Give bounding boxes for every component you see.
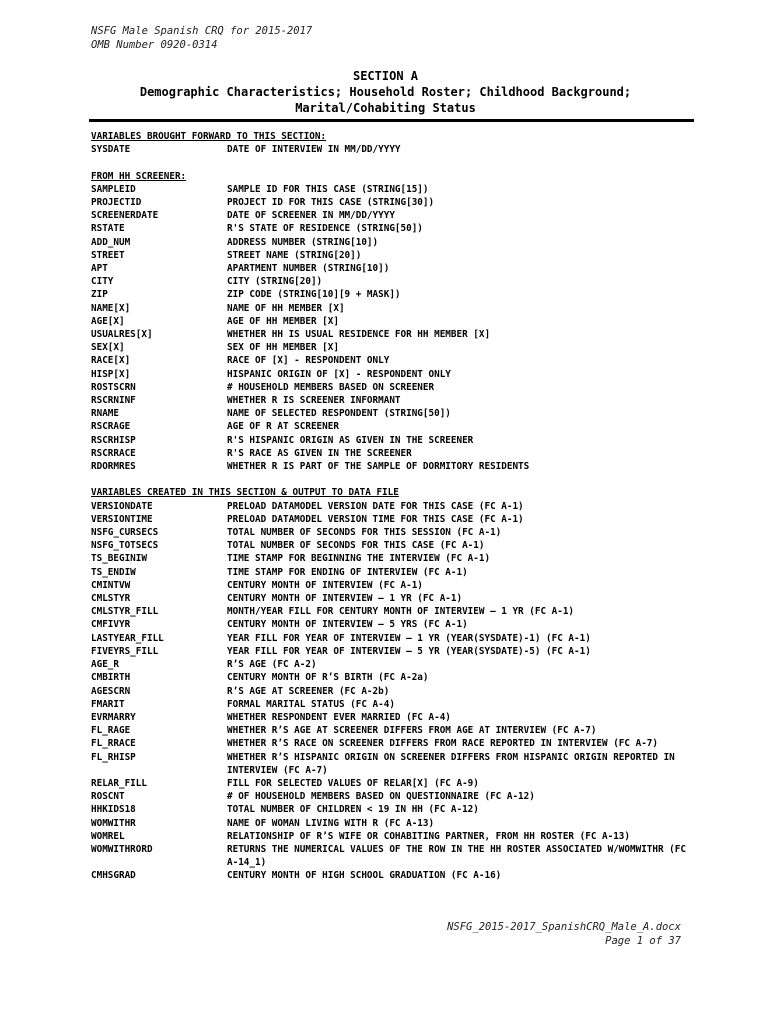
variable-description: WHETHER R’S RACE ON SCREENER DIFFERS FROM RACE REPORTED IN INTERVIEW (FC A-7) [227,738,658,750]
variable-description: DATE OF SCREENER IN MM/DD/YYYY [227,210,395,222]
variable-row [91,817,691,830]
variable-name: FMARIT [91,698,125,710]
variable-name: RSCRHISP [91,434,136,446]
variable-row [91,315,691,328]
variable-group [91,130,691,156]
variable-description: R'S RACE AS GIVEN IN THE SCREENER [227,447,412,459]
variable-name: CMHSGRAD [91,870,136,882]
variable-name: AGESCRN [91,685,131,697]
page-header [91,24,312,52]
group-heading: FROM HH SCREENER: [91,170,187,182]
variable-row [91,751,691,777]
variable-row [91,566,691,579]
variable-list [91,130,691,883]
variable-name: FL_RHISP [91,751,136,763]
variable-row [91,209,691,222]
variable-row [91,354,691,367]
variable-description: R'S STATE OF RESIDENCE (STRING[50]) [227,223,423,235]
variable-description: # HOUSEHOLD MEMBERS BASED ON SCREENER [227,381,435,393]
variable-description: NAME OF HH MEMBER [X] [227,302,345,314]
variable-row [91,407,691,420]
variable-description: R'S HISPANIC ORIGIN AS GIVEN IN THE SCREENER [227,434,474,446]
variable-name: APT [91,263,108,275]
variable-row [91,236,691,249]
variable-description: CENTURY MONTH OF HIGH SCHOOL GRADUATION (FC A-16) [227,870,502,882]
variable-row [91,737,691,750]
variable-description: MONTH/YEAR FILL FOR CENTURY MONTH OF INTERVIEW – 1 YR (FC A-1) [227,606,575,618]
section-topics-line2: Marital/Cohabiting Status [295,101,476,115]
variable-description: ZIP CODE (STRING[10][9 + MASK]) [227,289,401,301]
variable-description: NAME OF WOMAN LIVING WITH R (FC A-13) [227,817,435,829]
variable-name: TS_ENDIW [91,566,136,578]
variable-description: WHETHER R’S HISPANIC ORIGIN ON SCREENER DIFFERS FROM HISPANIC ORIGIN REPORTED IN INTERVIEW (FC A-7) [227,751,675,776]
variable-name: NAME[X] [91,302,131,314]
variable-row [91,671,691,684]
variable-description: PROJECT ID FOR THIS CASE (STRING[30]) [227,197,435,208]
variable-description: SAMPLE ID FOR THIS CASE (STRING[15]) [227,183,429,195]
variable-row [91,698,691,711]
variable-description: TOTAL NUMBER OF SECONDS FOR THIS CASE (FC A-1) [227,540,485,552]
section-topics-line1: Demographic Characteristics; Household Roster; Childhood Background; [139,85,632,99]
footer-page-number: Page 1 of 37 [605,935,681,947]
variable-name: RACE[X] [91,355,131,367]
variable-name: NSFG_CURSECS [91,527,159,539]
variable-row [91,579,691,592]
group-heading: VARIABLES CREATED IN THIS SECTION & OUTPUT TO DATA FILE [91,487,399,499]
variable-row [91,777,691,790]
variable-name: SYSDATE [91,144,131,156]
section-title [91,68,680,116]
variable-name: RSCRRACE [91,447,136,459]
variable-description: ADDRESS NUMBER (STRING[10]) [227,236,379,248]
variable-row [91,790,691,803]
variable-description: R’S AGE AT SCREENER (FC A-2b) [227,685,390,697]
variable-name: CMLSTYR [91,593,131,605]
variable-row [91,618,691,631]
variable-name: VERSIONTIME [91,513,153,525]
variable-description: PRELOAD DATAMODEL VERSION TIME FOR THIS CASE (FC A-1) [227,513,524,525]
variable-row [91,685,691,698]
variable-description: CITY (STRING[20]) [227,276,323,288]
variable-description: CENTURY MONTH OF INTERVIEW – 5 YRS (FC A-1) [227,619,468,631]
variable-description: TIME STAMP FOR ENDING OF INTERVIEW (FC A-1) [227,566,468,578]
variable-description: CENTURY MONTH OF INTERVIEW (FC A-1) [227,579,423,591]
header-omb-number: OMB Number 0920-0314 [91,39,218,51]
variable-name: CITY [91,276,114,288]
variable-description: # OF HOUSEHOLD MEMBERS BASED ON QUESTIONNAIRE (FC A-12) [227,791,535,803]
variable-description: NAME OF SELECTED RESPONDENT (STRING[50]) [227,408,451,420]
variable-row [91,526,691,539]
variable-name: WOMWITHR [91,817,136,829]
variable-row [91,302,691,315]
variable-name: NSFG_TOTSECS [91,540,159,552]
variable-row [91,592,691,605]
variable-row [91,539,691,552]
variable-description: RETURNS THE NUMERICAL VALUES OF THE ROW IN THE HH ROSTER ASSOCIATED W/WOMWITHR (FC A-14_1) [227,843,686,869]
variable-name: ADD_NUM [91,236,131,248]
variable-description: SEX OF HH MEMBER [X] [227,342,339,354]
variable-row [91,513,691,526]
variable-name: TS_BEGINIW [91,553,147,565]
section-number: SECTION A [352,69,419,83]
variable-description: DATE OF INTERVIEW IN MM/DD/YYYY [227,144,401,156]
variable-row [91,143,691,156]
variable-name: RNAME [91,408,119,420]
variable-name: SEX[X] [91,342,125,354]
variable-name: CMFIVYR [91,619,131,631]
variable-name: STREET [91,249,125,261]
variable-group [91,486,691,882]
variable-description: STREET NAME (STRING[20]) [227,249,362,261]
variable-name: RSTATE [91,223,125,235]
variable-description: TIME STAMP FOR BEGINNING THE INTERVIEW (FC A-1) [227,553,491,565]
variable-name: RDORMRES [91,461,136,473]
variable-name: ZIP [91,289,108,301]
variable-name: WOMREL [91,830,125,842]
variable-row [91,632,691,645]
variable-name: SCREENERDATE [91,210,159,222]
variable-row [91,328,691,341]
variable-row [91,843,691,869]
variable-row [91,381,691,394]
variable-description: WHETHER R IS PART OF THE SAMPLE OF DORMITORY RESIDENTS [227,461,530,473]
variable-row [91,341,691,354]
variable-row [91,275,691,288]
group-spacer [91,473,691,486]
page-footer [447,920,681,948]
variable-row [91,249,691,262]
variable-name: RSCRAGE [91,421,131,433]
header-survey-title: NSFG Male Spanish CRQ for 2015-2017 [91,25,313,37]
variable-description: CENTURY MONTH OF INTERVIEW – 1 YR (FC A-1) [227,593,463,605]
variable-row [91,711,691,724]
variable-row [91,196,691,209]
variable-name: CMLSTYR_FILL [91,606,159,618]
variable-row [91,368,691,381]
variable-description: YEAR FILL FOR YEAR OF INTERVIEW – 1 YR (YEAR(SYSDATE)-1) (FC A-1) [227,632,591,644]
variable-description: WHETHER RESPONDENT EVER MARRIED (FC A-4) [227,711,451,723]
variable-name: FIVEYRS_FILL [91,645,159,657]
variable-description: TOTAL NUMBER OF SECONDS FOR THIS SESSION (FC A-1) [227,527,502,539]
section-divider [89,119,694,122]
variable-description: WHETHER HH IS USUAL RESIDENCE FOR HH MEMBER [X] [227,329,491,341]
variable-row [91,658,691,671]
variable-name: EVRMARRY [91,711,136,723]
variable-name: AGE_R [91,659,119,671]
variable-row [91,552,691,565]
variable-description: AGE OF R AT SCREENER [227,421,339,433]
variable-row [91,460,691,473]
variable-row [91,222,691,235]
group-heading: VARIABLES BROUGHT FORWARD TO THIS SECTION: [91,131,327,142]
variable-row [91,724,691,737]
variable-name: FL_RRACE [91,738,136,750]
variable-description: WHETHER R IS SCREENER INFORMANT [227,395,401,407]
variable-row [91,869,691,882]
variable-name: FL_RAGE [91,725,131,737]
variable-row [91,288,691,301]
variable-name: WOMWITHRORD [91,843,153,855]
variable-row [91,394,691,407]
variable-row [91,500,691,513]
variable-description: CENTURY MONTH OF R’S BIRTH (FC A-2a) [227,672,429,684]
variable-name: LASTYEAR_FILL [91,632,164,644]
variable-description: TOTAL NUMBER OF CHILDREN < 19 IN HH (FC A-12) [227,804,479,816]
variable-description: PRELOAD DATAMODEL VERSION DATE FOR THIS CASE (FC A-1) [227,500,524,512]
variable-description: FORMAL MARITAL STATUS (FC A-4) [227,698,395,710]
variable-name: AGE[X] [91,315,125,327]
variable-description: RACE OF [X] - RESPONDENT ONLY [227,355,390,367]
variable-name: HISP[X] [91,368,131,380]
variable-name: ROSTSCRN [91,381,136,393]
variable-name: CMBIRTH [91,672,131,684]
variable-description: R’S AGE (FC A-2) [227,659,317,671]
variable-row [91,447,691,460]
variable-description: RELATIONSHIP OF R’S WIFE OR COHABITING PARTNER, FROM HH ROSTER (FC A-13) [227,830,630,842]
variable-row [91,605,691,618]
variable-name: VERSIONDATE [91,500,153,512]
variable-description: FILL FOR SELECTED VALUES OF RELAR[X] (FC A-9) [227,777,479,789]
variable-row [91,434,691,447]
variable-row [91,645,691,658]
variable-description: YEAR FILL FOR YEAR OF INTERVIEW – 5 YR (YEAR(SYSDATE)-5) (FC A-1) [227,645,591,657]
variable-row [91,830,691,843]
variable-name: CMINTVW [91,579,131,591]
variable-description: HISPANIC ORIGIN OF [X] - RESPONDENT ONLY [227,368,451,380]
variable-group [91,170,691,474]
variable-name: RELAR_FILL [91,777,147,789]
variable-row [91,803,691,816]
variable-name: USUALRES[X] [91,329,153,341]
variable-row [91,183,691,196]
footer-filename: NSFG_2015-2017_SpanishCRQ_Male_A.docx [447,921,681,933]
variable-name: RSCRNINF [91,395,136,407]
variable-description: WHETHER R’S AGE AT SCREENER DIFFERS FROM AGE AT INTERVIEW (FC A-7) [227,725,597,737]
variable-name: PROJECTID [91,197,142,208]
variable-name: HHKIDS18 [91,804,136,816]
variable-name: ROSCNT [91,791,125,803]
variable-row [91,420,691,433]
variable-description: APARTMENT NUMBER (STRING[10]) [227,263,390,275]
variable-row [91,262,691,275]
variable-description: AGE OF HH MEMBER [X] [227,315,339,327]
group-spacer [91,156,691,169]
variable-name: SAMPLEID [91,183,136,195]
